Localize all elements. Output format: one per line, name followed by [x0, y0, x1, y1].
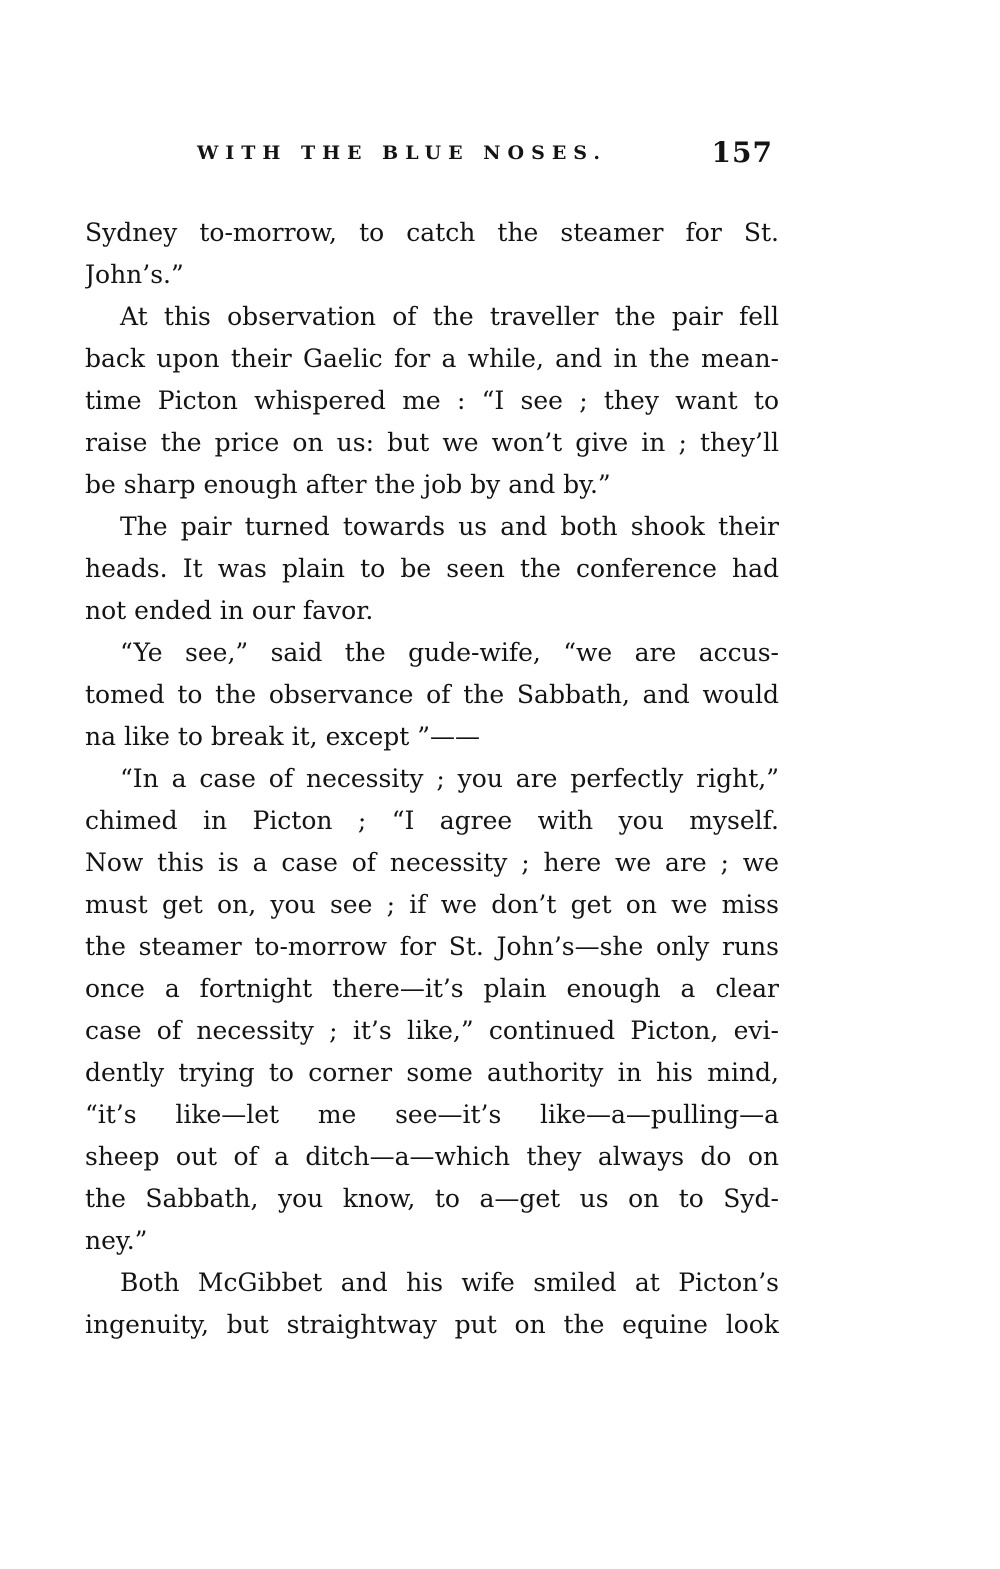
paragraph	[85, 758, 779, 1262]
text-line: Both McGibbet and his wife smiled at Picton’s	[120, 1268, 779, 1297]
page-number: 157	[711, 136, 773, 169]
text-line: The pair turned towards us and both shook their	[120, 512, 779, 541]
text-line: ingenuity, but straightway put on the equine look	[85, 1310, 779, 1339]
text-line: Sydney to-morrow, to catch the steamer for St.	[85, 218, 779, 247]
text-line: must get on, you see ; if we don’t get on we miss	[85, 890, 779, 919]
text-line: once a fortnight there—it’s plain enough a clear	[85, 974, 779, 1003]
text-line: John’s.”	[85, 260, 184, 289]
paragraph	[85, 212, 779, 296]
text-line: the Sabbath, you know, to a—get us on to Syd-	[85, 1184, 779, 1213]
text-line: Now this is a case of necessity ; here we are ; we	[85, 848, 779, 877]
paragraph	[85, 506, 779, 632]
text-line: chimed in Picton ; “I agree with you myself.	[85, 806, 779, 835]
text-line: “Ye see,” said the gude-wife, “we are accus-	[120, 638, 779, 667]
content-column	[85, 136, 779, 1346]
text-line: time Picton whispered me : “I see ; they want to	[85, 386, 779, 415]
text-line: tomed to the observance of the Sabbath, and would	[85, 680, 779, 709]
text-line: back upon their Gaelic for a while, and in the mean-	[85, 344, 779, 373]
text-line: dently trying to corner some authority in his mind,	[85, 1058, 779, 1087]
text-line: be sharp enough after the job by and by.”	[85, 470, 611, 499]
text-line: “it’s like—let me see—it’s like—a—pulling—a	[85, 1100, 779, 1129]
text-line: ney.”	[85, 1226, 148, 1255]
paragraph	[85, 1262, 779, 1346]
paragraph	[85, 632, 779, 758]
text-line: not ended in our favor.	[85, 596, 374, 625]
text-line: sheep out of a ditch—a—which they always do on	[85, 1142, 779, 1171]
text-line: heads. It was plain to be seen the conference had	[85, 554, 779, 583]
page-header	[85, 136, 779, 172]
text-line: the steamer to-morrow for St. John’s—she only runs	[85, 932, 779, 961]
text-line: At this observation of the traveller the pair fell	[120, 302, 779, 331]
text-line: raise the price on us: but we won’t give in ; they’ll	[85, 428, 779, 457]
text-body	[85, 212, 779, 1346]
text-line: “In a case of necessity ; you are perfectly right,”	[120, 764, 779, 793]
text-line: case of necessity ; it’s like,” continued Picton, evi-	[85, 1016, 779, 1045]
text-line: na like to break it, except ”——	[85, 722, 481, 751]
running-title: WITH THE BLUE NOSES.	[197, 142, 607, 164]
paragraph	[85, 296, 779, 506]
